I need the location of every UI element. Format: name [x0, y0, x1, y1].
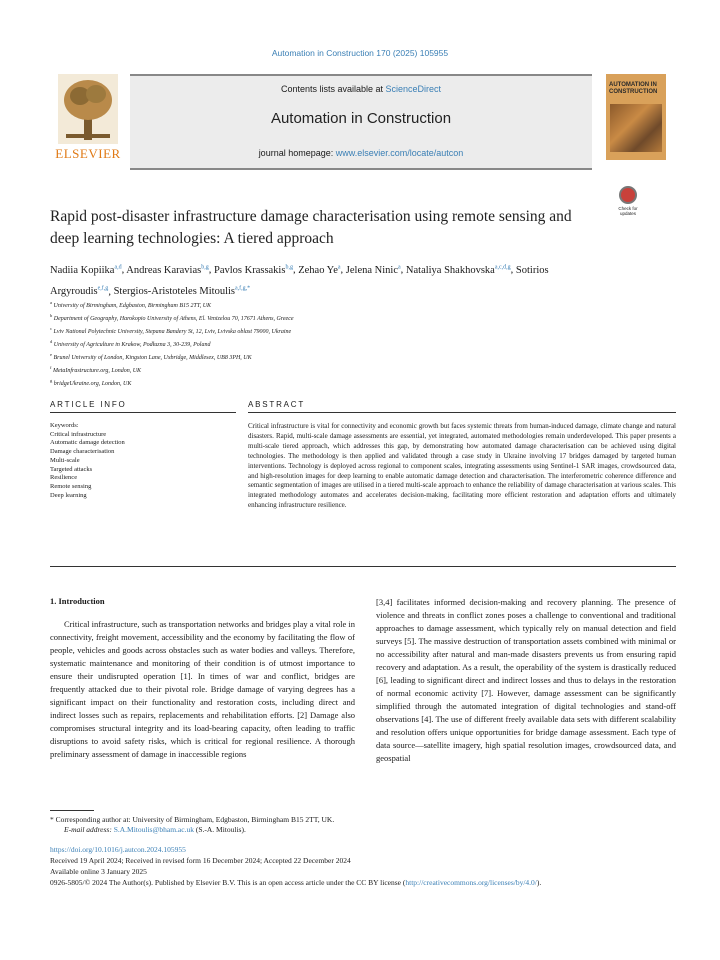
affiliation: $^e$ Brunel University of London, Kingston Lane, Uxbridge, Middlesex, UB8 3PH, UK — [50, 352, 252, 361]
check-updates-icon — [619, 186, 637, 204]
affiliation: $^d$ University of Agriculture in Krakow, Podłuzna 3, 30-239, Poland — [50, 339, 211, 348]
footnote-divider — [50, 810, 94, 811]
keywords-label: Keywords: — [50, 422, 79, 429]
author[interactable]: Andreas Karavias$^{b,g}$ — [126, 264, 209, 276]
author[interactable]: Zehao Ye$^a$ — [298, 264, 341, 276]
available-online: Available online 3 January 2025 — [50, 867, 147, 876]
license-link[interactable]: http://creativecommons.org/licenses/by/4.0/ — [405, 878, 537, 887]
contents-prefix: Contents lists available at — [280, 84, 386, 94]
corresponding-author-text: Corresponding author at: University of Birmingham, Edgbaston, Birmingham B15 2TT, UK. — [55, 815, 335, 824]
email-label: E-mail address: — [64, 825, 112, 834]
elsevier-tree-icon — [58, 74, 118, 144]
keyword: Targeted attacks — [50, 465, 93, 473]
affiliation: $^f$ MetaInfrastructure.org, London, UK — [50, 365, 142, 374]
article-info-heading: ARTICLE INFO — [50, 400, 127, 409]
divider — [50, 412, 236, 413]
homepage-prefix: journal homepage: — [258, 148, 336, 158]
author[interactable]: Jelena Ninic$^a$ — [345, 264, 401, 276]
keyword: Remote sensing — [50, 482, 92, 490]
affiliation: $^a$ University of Birmingham, Edgbaston, Birmingham B15 2TT, UK — [50, 300, 212, 309]
affiliation: $^b$ Department of Geography, Harokopio University of Athens, El. Venizelou 70, 17671 Athens, Greece — [50, 313, 294, 322]
received-dates: Received 19 April 2024; Received in revised form 16 December 2024; Accepted 22 December 2024 — [50, 856, 351, 865]
affiliation-list — [50, 298, 610, 389]
keyword: Multi-scale — [50, 456, 80, 464]
author[interactable]: Stergios-Aristoteles Mitoulis$^{a,f,g,*}$ — [113, 285, 251, 297]
journal-homepage-link[interactable]: www.elsevier.com/locate/autcon — [335, 148, 464, 158]
affiliation: $^g$ bridgeUkraine.org, London, UK — [50, 378, 132, 387]
divider — [248, 412, 676, 413]
author-list: Nadiia Kopiika$^{a,d}$, Andreas Karavias$^{b,g}$, Pavlos Krassakis$^{b,g}$, Zehao Ye$^a$, Jelena Ninic$^a$, Nataliya Shakhovska$^{a,c,d,g}$, Sotirios Argyroudis$^{e,f,g}$, Stergios-Aristoteles Mitoulis$^{a,f,g,*}$ — [50, 264, 549, 297]
cover-image — [610, 104, 662, 152]
article-history — [50, 844, 690, 888]
abstract-heading: ABSTRACT — [248, 400, 306, 409]
license-suffix: ). — [536, 878, 542, 887]
check-for-updates-button[interactable] — [612, 186, 644, 218]
cover-title: AUTOMATION IN CONSTRUCTION — [609, 82, 658, 95]
keyword: Damage characterisation — [50, 448, 115, 456]
abstract-text: Critical infrastructure is vital for connectivity and economic growth but faces systemic threats from human-induced damage, climate change and natural disasters. Rapid, multi-scale damage assessments are essential, yet integrated, automated methodologies remain underdeveloped. This paper presents a multi-scale tiered approach, which addresses this gap, by demonstrating how automated damage characterisation can be achieved using digital technologies. The methodology is then applied and validated through a case study in Ukraine involving 17 bridges damaged by targeted human interventions. Technology is deployed across regional to component scales, integrating assessments using Sentinel-1 SAR images, crowdsourced data, and high-resolution images for deep learning to enable automatic damage detection and characterisation. The interferometric coherence difference and semantic segmentation of images are utilised in a tiered multi-scale approach to enhance the reliability of damage characterisation at various scales. This integrated methodology automates and accelerates decision-making, facilitating more efficient restoration and adaptation efforts and ultimately enhancing infrastructure resilience. — [248, 422, 676, 510]
check-updates-label: Check for updates — [618, 206, 638, 216]
keywords-list — [50, 422, 236, 500]
section-heading-introduction: 1. Introduction — [50, 596, 105, 606]
footnote-marker: * — [50, 815, 54, 824]
body-text-column-2: [3,4] facilitates informed decision-making and recovery planning. The presence of violence and threats in conflict zones poses a challenge to conventional and traditional approaches to damage assessment, which typically rely on manual detection and field surveys [5]. The massive destruction of transportation assets combined with minimal or no accessibility after natural and man-made disasters prevents us from ensuring rapid recovery and adaptation. As a result, the operability of the system is drastically reduced [6], leading to significant direct and indirect losses and thus to delays in the restoration of normal economic activity [7]. However, damage assessment can be significantly simplified through the automated integration of digital technologies and stand-off observations [4]. The use of different freely available data sets with different scalability and resolution offers unique opportunities for bridge damage assessment. Each type of data source—satellite imagery, high spatial resolution images, crowdsourced data, and geospatial — [376, 597, 676, 763]
email-suffix: (S.-A. Mitoulis). — [195, 825, 246, 834]
email-link[interactable]: S.A.Mitoulis@bham.ac.uk — [113, 825, 194, 834]
keyword: Deep learning — [50, 491, 87, 499]
keyword: Critical infrastructure — [50, 430, 107, 438]
affiliation: $^c$ Lviv National Polytechnic University, Stepana Bandery St, 12, Lviv, Lvivska oblast 79000, Ukraine — [50, 326, 292, 335]
body-text-column-1: Critical infrastructure, such as transportation networks and bridges play a vital role in connectivity, freight movement, accessibility and the economy by facilitating the flow of people, vehicles and goods across obstacles such as water bodies and valleys. Therefore, systematic maintenance and monitoring of their condition is of utmost importance to ensure their undisrupted operation [1]. In times of war and conflict, bridges are frequently attacked due to their pivotal role. Bridge damage of varying degrees has a significant impact on their functionality and restoration costs, including direct and indirect losses such as repairs, replacements and rehabilitation efforts. [2] Damage also compromises structural integrity and its load-bearing capacity, often leading to traffic disruptions to avoid safety risks, which is critical for regional resilience. A thorough preliminary assessment of damage in inaccessible regions — [50, 619, 355, 759]
divider — [50, 566, 676, 567]
journal-citation-link[interactable]: Automation in Construction 170 (2025) 105955 — [271, 48, 449, 58]
journal-banner — [130, 74, 592, 170]
author[interactable]: Nadiia Kopiika$^{a,d}$ — [50, 264, 122, 276]
journal-cover-thumbnail[interactable] — [606, 74, 666, 160]
license-text: 0926-5805/© 2024 The Author(s). Published by Elsevier B.V. This is an open access article under the CC BY license ( — [50, 878, 406, 887]
author[interactable]: Nataliya Shakhovska$^{a,c,d,g}$ — [405, 264, 511, 276]
author[interactable]: Sotirios Argyroudis$^{e,f,g}$ — [50, 264, 549, 297]
email-note — [64, 824, 670, 835]
license-line — [50, 877, 690, 888]
article-title: Rapid post-disaster infrastructure damage characterisation using remote sensing and deep learning technologies: A tiered approach — [50, 208, 572, 247]
journal-title: Automation in Construction — [270, 110, 452, 127]
sciencedirect-link[interactable]: ScienceDirect — [385, 84, 442, 94]
author[interactable]: Pavlos Krassakis$^{b,g}$ — [213, 264, 293, 276]
homepage-line — [130, 148, 592, 158]
keyword: Resilience — [50, 474, 78, 482]
elsevier-wordmark: ELSEVIER — [55, 146, 121, 161]
keyword: Automatic damage detection — [50, 439, 125, 447]
elsevier-logo — [50, 74, 126, 162]
doi-link[interactable]: https://doi.org/10.1016/j.autcon.2024.105955 — [50, 845, 186, 854]
contents-line — [130, 84, 592, 94]
